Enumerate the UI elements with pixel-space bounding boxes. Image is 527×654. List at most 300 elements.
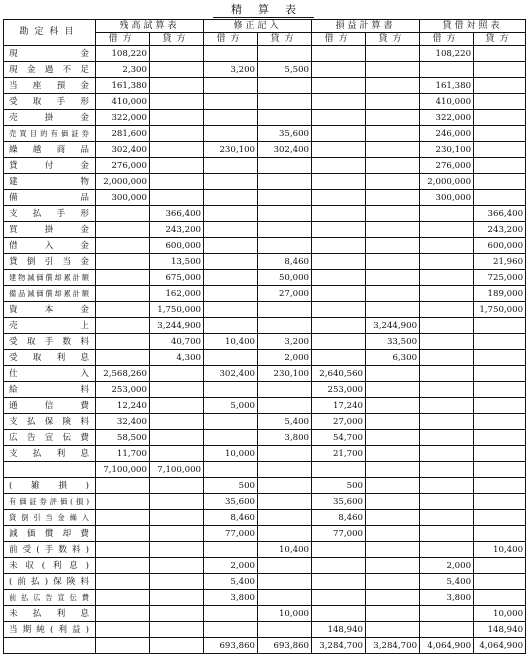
amount-cell: [366, 478, 420, 494]
amount-cell: [150, 574, 204, 590]
amount-cell: 35,600: [204, 494, 258, 510]
amount-cell: [420, 222, 474, 238]
amount-cell: [204, 542, 258, 558]
amount-cell: [258, 494, 312, 510]
amount-cell: [420, 382, 474, 398]
amount-cell: [204, 462, 258, 478]
amount-cell: 108,220: [420, 46, 474, 62]
table-row: [4, 558, 526, 574]
amount-cell: [420, 462, 474, 478]
amount-cell: [474, 574, 526, 590]
amount-cell: 276,000: [96, 158, 150, 174]
amount-cell: [420, 286, 474, 302]
amount-cell: 500: [312, 478, 366, 494]
amount-cell: 302,400: [258, 142, 312, 158]
amount-cell: [474, 318, 526, 334]
amount-cell: [312, 174, 366, 190]
table-row: [4, 494, 526, 510]
amount-cell: [150, 590, 204, 606]
amount-cell: [474, 494, 526, 510]
amount-cell: [366, 494, 420, 510]
amount-cell: [150, 478, 204, 494]
debit-header: 借方: [204, 33, 258, 46]
amount-cell: [96, 254, 150, 270]
amount-cell: [150, 126, 204, 142]
amount-cell: 302,400: [96, 142, 150, 158]
amount-cell: 693,860: [204, 638, 258, 654]
amount-cell: [474, 398, 526, 414]
account-name: 支払保険料: [4, 414, 96, 430]
amount-cell: [258, 398, 312, 414]
account-name: 前払広告宣伝費: [4, 590, 96, 606]
amount-cell: 243,200: [474, 222, 526, 238]
amount-cell: [312, 318, 366, 334]
amount-cell: [474, 62, 526, 78]
amount-cell: [366, 206, 420, 222]
amount-cell: [366, 78, 420, 94]
account-name: 受取手形: [4, 94, 96, 110]
amount-cell: [150, 542, 204, 558]
amount-cell: 77,000: [312, 526, 366, 542]
amount-cell: 4,064,900: [474, 638, 526, 654]
amount-cell: [366, 302, 420, 318]
amount-cell: [204, 382, 258, 398]
amount-cell: 21,960: [474, 254, 526, 270]
amount-cell: [312, 126, 366, 142]
balance-sheet-header: 貸借対照表: [420, 20, 526, 33]
amount-cell: [204, 302, 258, 318]
amount-cell: 33,500: [366, 334, 420, 350]
table-row: [4, 158, 526, 174]
amount-cell: 410,000: [420, 94, 474, 110]
amount-cell: [96, 638, 150, 654]
amount-cell: [150, 494, 204, 510]
amount-cell: [204, 222, 258, 238]
amount-cell: 3,200: [204, 62, 258, 78]
amount-cell: [474, 366, 526, 382]
amount-cell: 1,750,000: [474, 302, 526, 318]
amount-cell: [366, 254, 420, 270]
amount-cell: [150, 94, 204, 110]
amount-cell: [312, 302, 366, 318]
amount-cell: 3,800: [420, 590, 474, 606]
amount-cell: [258, 78, 312, 94]
amount-cell: 2,640,560: [312, 366, 366, 382]
amount-cell: [150, 174, 204, 190]
amount-cell: [204, 78, 258, 94]
amount-cell: [96, 526, 150, 542]
amount-cell: [366, 174, 420, 190]
amount-cell: [474, 126, 526, 142]
amount-cell: 108,220: [96, 46, 150, 62]
amount-cell: 7,100,000: [150, 462, 204, 478]
amount-cell: [474, 142, 526, 158]
amount-cell: [96, 350, 150, 366]
amount-cell: 189,000: [474, 286, 526, 302]
account-name: 貸付金: [4, 158, 96, 174]
amount-cell: [420, 526, 474, 542]
amount-cell: [96, 558, 150, 574]
amount-cell: 58,500: [96, 430, 150, 446]
amount-cell: [420, 622, 474, 638]
amount-cell: 148,940: [474, 622, 526, 638]
account-name: 通信費: [4, 398, 96, 414]
amount-cell: [204, 158, 258, 174]
amount-cell: [312, 62, 366, 78]
worksheet-table: [3, 19, 526, 654]
amount-cell: [150, 158, 204, 174]
amount-cell: [150, 110, 204, 126]
amount-cell: [366, 286, 420, 302]
account-name: 借入金: [4, 238, 96, 254]
amount-cell: [96, 238, 150, 254]
amount-cell: [258, 526, 312, 542]
amount-cell: [150, 414, 204, 430]
amount-cell: 230,100: [258, 366, 312, 382]
table-row: [4, 398, 526, 414]
amount-cell: [420, 366, 474, 382]
trial-balance-header: 残高試算表: [96, 20, 204, 33]
amount-cell: 77,000: [204, 526, 258, 542]
amount-cell: [150, 558, 204, 574]
table-row: [4, 302, 526, 318]
amount-cell: 322,000: [96, 110, 150, 126]
amount-cell: 3,800: [258, 430, 312, 446]
amount-cell: [258, 622, 312, 638]
amount-cell: [474, 382, 526, 398]
amount-cell: [258, 238, 312, 254]
amount-cell: [312, 558, 366, 574]
amount-cell: [204, 254, 258, 270]
amount-cell: [150, 510, 204, 526]
amount-cell: 302,400: [204, 366, 258, 382]
amount-cell: 2,000: [204, 558, 258, 574]
amount-cell: [204, 318, 258, 334]
amount-cell: 600,000: [150, 238, 204, 254]
amount-cell: [204, 414, 258, 430]
amount-cell: 3,284,700: [366, 638, 420, 654]
amount-cell: [96, 606, 150, 622]
account-name: 備品: [4, 190, 96, 206]
amount-cell: [312, 158, 366, 174]
amount-cell: 6,300: [366, 350, 420, 366]
debit-header: 借方: [420, 33, 474, 46]
amount-cell: [96, 206, 150, 222]
amount-cell: 230,100: [204, 142, 258, 158]
amount-cell: 281,600: [96, 126, 150, 142]
table-row: [4, 606, 526, 622]
amount-cell: [258, 478, 312, 494]
amount-cell: 35,600: [258, 126, 312, 142]
amount-cell: [150, 526, 204, 542]
amount-cell: [150, 366, 204, 382]
amount-cell: [420, 606, 474, 622]
account-name: 受取手数料: [4, 334, 96, 350]
account-name: 支払利息: [4, 446, 96, 462]
amount-cell: [366, 462, 420, 478]
amount-cell: [420, 414, 474, 430]
amount-cell: 10,000: [474, 606, 526, 622]
amount-cell: [312, 254, 366, 270]
amount-cell: [474, 478, 526, 494]
table-row: [4, 62, 526, 78]
amount-cell: 8,460: [258, 254, 312, 270]
amount-cell: [474, 430, 526, 446]
account-header: 勘定科目: [4, 20, 96, 46]
worksheet-title: 精算表: [0, 1, 527, 15]
amount-cell: [366, 542, 420, 558]
amount-cell: [96, 478, 150, 494]
amount-cell: [420, 62, 474, 78]
table-row: [4, 638, 526, 654]
amount-cell: [420, 478, 474, 494]
table-row: [4, 78, 526, 94]
table-row: [4, 174, 526, 190]
amount-cell: [366, 126, 420, 142]
amount-cell: 2,000,000: [420, 174, 474, 190]
amount-cell: 300,000: [420, 190, 474, 206]
amount-cell: [312, 94, 366, 110]
amount-cell: 366,400: [474, 206, 526, 222]
table-row: [4, 350, 526, 366]
amount-cell: [366, 222, 420, 238]
amount-cell: [258, 558, 312, 574]
amount-cell: [258, 382, 312, 398]
table-row: [4, 206, 526, 222]
amount-cell: [258, 574, 312, 590]
amount-cell: [474, 158, 526, 174]
amount-cell: [312, 238, 366, 254]
amount-cell: [474, 414, 526, 430]
amount-cell: [96, 510, 150, 526]
amount-cell: [258, 158, 312, 174]
account-name: 売掛金: [4, 110, 96, 126]
credit-header: 貸方: [366, 33, 420, 46]
amount-cell: [312, 350, 366, 366]
amount-cell: [96, 494, 150, 510]
amount-cell: [312, 574, 366, 590]
amount-cell: 366,400: [150, 206, 204, 222]
amount-cell: 8,460: [312, 510, 366, 526]
amount-cell: 500: [204, 478, 258, 494]
amount-cell: [366, 238, 420, 254]
amount-cell: [150, 606, 204, 622]
amount-cell: [312, 270, 366, 286]
amount-cell: [312, 142, 366, 158]
account-name: (前払)保険料: [4, 574, 96, 590]
account-name: 支払手形: [4, 206, 96, 222]
amount-cell: 32,400: [96, 414, 150, 430]
amount-cell: [204, 190, 258, 206]
amount-cell: 162,000: [150, 286, 204, 302]
debit-header: 借方: [96, 33, 150, 46]
amount-cell: [96, 542, 150, 558]
amount-cell: [366, 190, 420, 206]
amount-cell: [204, 46, 258, 62]
amount-cell: 5,400: [204, 574, 258, 590]
amount-cell: 161,380: [96, 78, 150, 94]
table-row: [4, 238, 526, 254]
amount-cell: [420, 302, 474, 318]
amount-cell: [150, 446, 204, 462]
amount-cell: [204, 270, 258, 286]
amount-cell: 5,400: [258, 414, 312, 430]
amount-cell: [366, 622, 420, 638]
account-name: 備品減価償却累計額: [4, 286, 96, 302]
amount-cell: 4,064,900: [420, 638, 474, 654]
amount-cell: [204, 110, 258, 126]
amount-cell: [258, 222, 312, 238]
account-name: 買掛金: [4, 222, 96, 238]
amount-cell: [258, 110, 312, 126]
amount-cell: 3,284,700: [312, 638, 366, 654]
amount-cell: 253,000: [96, 382, 150, 398]
amount-cell: [312, 334, 366, 350]
amount-cell: [258, 590, 312, 606]
table-row: [4, 462, 526, 478]
amount-cell: 27,000: [312, 414, 366, 430]
account-name: 当座預金: [4, 78, 96, 94]
amount-cell: [366, 590, 420, 606]
amount-cell: [204, 238, 258, 254]
account-name: 減価償却費: [4, 526, 96, 542]
amount-cell: [204, 206, 258, 222]
amount-cell: [474, 558, 526, 574]
amount-cell: [312, 542, 366, 558]
amount-cell: [312, 46, 366, 62]
amount-cell: [420, 254, 474, 270]
account-name: 広告宣伝費: [4, 430, 96, 446]
amount-cell: [150, 190, 204, 206]
table-row: [4, 510, 526, 526]
amount-cell: 40,700: [150, 334, 204, 350]
amount-cell: 21,700: [312, 446, 366, 462]
amount-cell: [150, 638, 204, 654]
amount-cell: 230,100: [420, 142, 474, 158]
income-statement-header: 損益計算書: [312, 20, 420, 33]
amount-cell: [366, 526, 420, 542]
amount-cell: [204, 126, 258, 142]
account-name: 現金: [4, 46, 96, 62]
amount-cell: [474, 334, 526, 350]
account-name: 建物: [4, 174, 96, 190]
amount-cell: 2,000: [258, 350, 312, 366]
account-name: 未収(利息): [4, 558, 96, 574]
amount-cell: [204, 286, 258, 302]
amount-cell: [420, 318, 474, 334]
amount-cell: [96, 270, 150, 286]
amount-cell: 3,244,900: [150, 318, 204, 334]
amount-cell: [312, 222, 366, 238]
amount-cell: 3,200: [258, 334, 312, 350]
amount-cell: [474, 526, 526, 542]
amount-cell: 8,460: [204, 510, 258, 526]
account-name: 売上: [4, 318, 96, 334]
amount-cell: [312, 110, 366, 126]
table-row: [4, 526, 526, 542]
amount-cell: [366, 606, 420, 622]
amount-cell: [312, 206, 366, 222]
amount-cell: 161,380: [420, 78, 474, 94]
amount-cell: [150, 622, 204, 638]
table-row: [4, 446, 526, 462]
amount-cell: [258, 174, 312, 190]
amount-cell: [420, 206, 474, 222]
table-row: [4, 46, 526, 62]
amount-cell: 10,400: [474, 542, 526, 558]
amount-cell: 5,500: [258, 62, 312, 78]
table-row: [4, 94, 526, 110]
amount-cell: [150, 142, 204, 158]
account-name: [4, 462, 96, 478]
account-name: 建物減価償却累計額: [4, 270, 96, 286]
amount-cell: 253,000: [312, 382, 366, 398]
amount-cell: [258, 94, 312, 110]
account-name: 有価証券評価(損): [4, 494, 96, 510]
account-name: 給料: [4, 382, 96, 398]
table-row: [4, 190, 526, 206]
amount-cell: [96, 222, 150, 238]
table-row: [4, 286, 526, 302]
amount-cell: [258, 302, 312, 318]
amount-cell: [474, 590, 526, 606]
amount-cell: [474, 350, 526, 366]
amount-cell: [258, 446, 312, 462]
table-row: [4, 478, 526, 494]
amount-cell: [366, 446, 420, 462]
amount-cell: [150, 62, 204, 78]
amount-cell: [420, 398, 474, 414]
account-name: 受取利息: [4, 350, 96, 366]
amount-cell: 10,400: [204, 334, 258, 350]
amount-cell: [366, 62, 420, 78]
amount-cell: [258, 46, 312, 62]
amount-cell: 693,860: [258, 638, 312, 654]
amount-cell: [204, 350, 258, 366]
amount-cell: [204, 174, 258, 190]
amount-cell: [366, 574, 420, 590]
amount-cell: [366, 366, 420, 382]
amount-cell: [96, 318, 150, 334]
amount-cell: [366, 558, 420, 574]
amount-cell: 27,000: [258, 286, 312, 302]
amount-cell: [312, 590, 366, 606]
amount-cell: [96, 574, 150, 590]
amount-cell: [312, 190, 366, 206]
amount-cell: [420, 494, 474, 510]
amount-cell: [366, 158, 420, 174]
amount-cell: 322,000: [420, 110, 474, 126]
amount-cell: 675,000: [150, 270, 204, 286]
amount-cell: 3,244,900: [366, 318, 420, 334]
amount-cell: 2,568,260: [96, 366, 150, 382]
amount-cell: [474, 190, 526, 206]
amount-cell: [366, 430, 420, 446]
amount-cell: [150, 430, 204, 446]
table-row: [4, 270, 526, 286]
amount-cell: 1,750,000: [150, 302, 204, 318]
amount-cell: [420, 542, 474, 558]
amount-cell: [258, 510, 312, 526]
amount-cell: [366, 270, 420, 286]
account-name: 前受(手数料): [4, 542, 96, 558]
table-row: [4, 110, 526, 126]
amount-cell: [96, 286, 150, 302]
table-row: [4, 430, 526, 446]
amount-cell: 5,400: [420, 574, 474, 590]
amount-cell: [96, 622, 150, 638]
amount-cell: 7,100,000: [96, 462, 150, 478]
